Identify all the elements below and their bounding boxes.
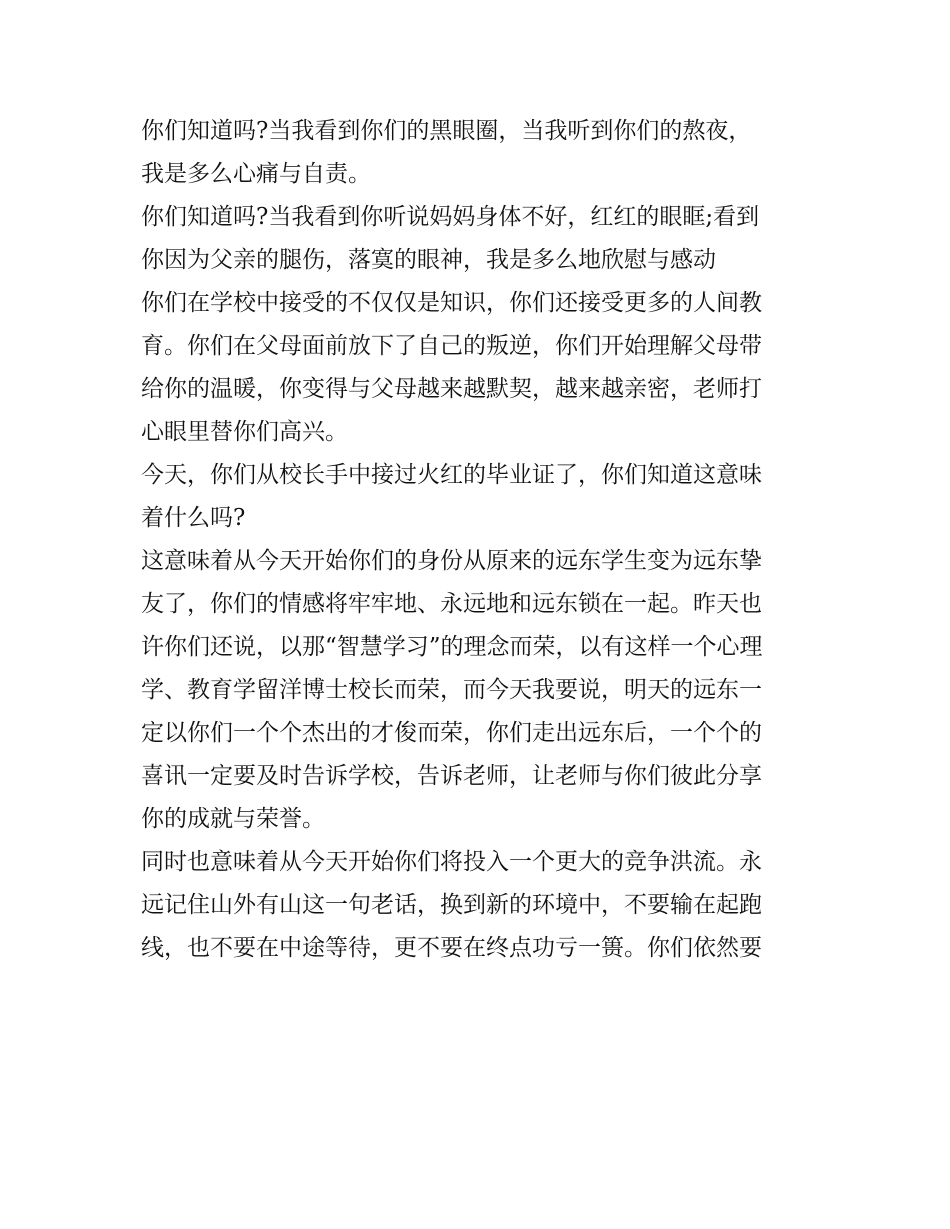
text-line: 线，也不要在中途等待，更不要在终点功亏一篑。你们依然要 bbox=[141, 935, 762, 961]
paragraph-3 bbox=[141, 282, 811, 454]
paragraph-5 bbox=[141, 540, 811, 841]
text-line: 许你们还说，以那“智慧学习”的理念而荣，以有这样一个心理 bbox=[141, 634, 763, 660]
text-line: 定以你们一个个杰出的才俊而荣，你们走出远东后，一个个的 bbox=[141, 720, 762, 746]
text-line: 今天，你们从校长手中接过火红的毕业证了，你们知道这意味 bbox=[141, 462, 762, 488]
text-line: 学、教育学留洋博士校长而荣，而今天我要说，明天的远东一 bbox=[141, 677, 762, 703]
text-line: 你们知道吗?当我看到你们的黑眼圈，当我听到你们的熬夜， bbox=[141, 118, 752, 144]
text-line: 给你的温暖，你变得与父母越来越默契，越来越亲密，老师打 bbox=[141, 376, 762, 402]
paragraph-6 bbox=[141, 841, 811, 970]
text-line: 你因为父亲的腿伤，落寞的眼神，我是多么地欣慰与感动 bbox=[141, 247, 716, 273]
text-line: 友了，你们的情感将牢牢地、永远地和远东锁在一起。昨天也 bbox=[141, 591, 762, 617]
text-line: 我是多么心痛与自责。 bbox=[141, 161, 371, 187]
text-line: 喜讯一定要及时告诉学校，告诉老师，让老师与你们彼此分享 bbox=[141, 763, 762, 789]
text-line: 同时也意味着从今天开始你们将投入一个更大的竞争洪流。永 bbox=[141, 849, 762, 875]
text-line: 这意味着从今天开始你们的身份从原来的远东学生变为远东挚 bbox=[141, 548, 762, 574]
text-line: 你们在学校中接受的不仅仅是知识，你们还接受更多的人间教 bbox=[141, 290, 762, 316]
paragraph-4 bbox=[141, 454, 811, 540]
paragraph-2 bbox=[141, 196, 811, 282]
paragraph-1 bbox=[141, 110, 811, 196]
text-line: 你们知道吗?当我看到你听说妈妈身体不好，红红的眼眶;看到 bbox=[141, 204, 760, 230]
text-line: 远记住山外有山这一句老话，换到新的环境中，不要输在起跑 bbox=[141, 892, 762, 918]
text-line: 你的成就与荣誉。 bbox=[141, 806, 325, 832]
text-line: 育。你们在父母面前放下了自己的叛逆，你们开始理解父母带 bbox=[141, 333, 762, 359]
text-line: 心眼里替你们高兴。 bbox=[141, 419, 348, 445]
text-line: 着什么吗? bbox=[141, 505, 246, 531]
document-body bbox=[141, 110, 811, 970]
